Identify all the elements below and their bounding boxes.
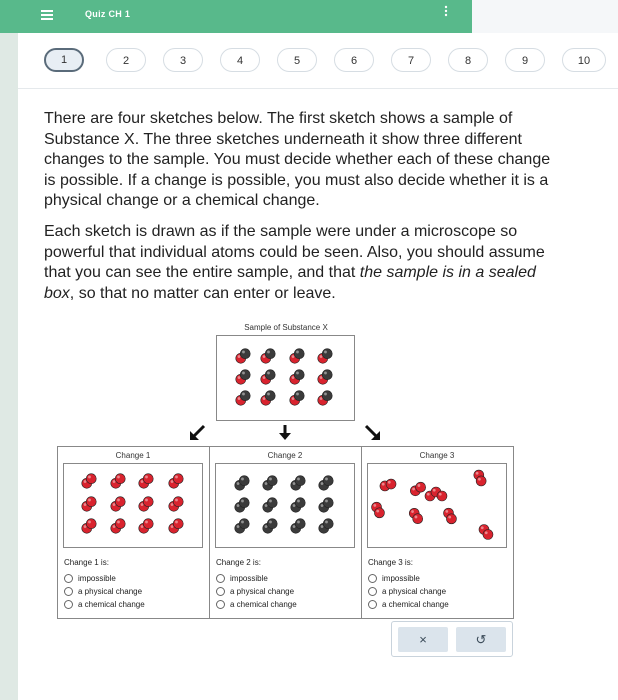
question-button-6[interactable]: 6: [334, 48, 374, 72]
hamburger-icon[interactable]: [40, 8, 56, 24]
text-span: that you can see the entire sample, and that: [44, 264, 360, 282]
sample-caption: Sample of Substance X: [244, 323, 328, 332]
atom: [265, 349, 275, 359]
atom-highlight: [476, 472, 479, 475]
atom-highlight: [292, 376, 295, 379]
atom-highlight: [238, 397, 241, 400]
atom-highlight: [242, 393, 245, 396]
text-line: There are four sketches below. The first sketch shows a sample of: [44, 110, 513, 127]
atom-highlight: [325, 478, 328, 481]
atom-highlight: [237, 525, 240, 528]
atom-highlight: [84, 525, 87, 528]
atom-highlight: [113, 503, 116, 506]
atom: [413, 514, 423, 524]
atom-highlight: [320, 397, 323, 400]
change-2-sketch-box: [215, 463, 355, 548]
atom-highlight: [297, 478, 300, 481]
atom-highlight: [296, 372, 299, 375]
atom: [323, 519, 333, 529]
change-2-option-chemical[interactable]: [216, 598, 297, 611]
atom: [143, 519, 153, 529]
atom-highlight: [237, 482, 240, 485]
atom: [265, 370, 275, 380]
atom: [295, 519, 305, 529]
change-3-atoms: [368, 464, 506, 547]
change-3-option-physical[interactable]: [368, 585, 449, 598]
atom-highlight: [417, 484, 420, 487]
atom-highlight: [269, 500, 272, 503]
radio-button[interactable]: [216, 574, 225, 583]
atom-highlight: [320, 355, 323, 358]
atom-highlight: [267, 351, 270, 354]
atom-highlight: [388, 481, 391, 484]
atom-highlight: [171, 525, 174, 528]
atom-highlight: [411, 510, 414, 513]
atom-highlight: [439, 493, 442, 496]
atom-highlight: [293, 525, 296, 528]
atom: [295, 476, 305, 486]
atom-highlight: [242, 351, 245, 354]
atom: [322, 391, 332, 401]
atom: [143, 497, 153, 507]
option-label: a chemical change: [382, 600, 449, 609]
atom: [267, 476, 277, 486]
atom-highlight: [320, 376, 323, 379]
text-line: Each sketch is drawn as if the sample were under a microscope so: [44, 223, 518, 240]
atom: [173, 474, 183, 484]
atom: [416, 482, 426, 492]
change-2-atoms: [216, 464, 354, 547]
atom-highlight: [325, 521, 328, 524]
atom-highlight: [84, 480, 87, 483]
atom: [295, 498, 305, 508]
atom-highlight: [485, 531, 488, 534]
atom-highlight: [293, 482, 296, 485]
atom: [294, 349, 304, 359]
atom-highlight: [292, 355, 295, 358]
atom-highlight: [321, 504, 324, 507]
question-button-9[interactable]: 9: [505, 48, 545, 72]
atom: [239, 476, 249, 486]
atom: [323, 498, 333, 508]
question-button-2[interactable]: 2: [106, 48, 146, 72]
atom-highlight: [433, 489, 436, 492]
atom-highlight: [297, 521, 300, 524]
atom-highlight: [269, 478, 272, 481]
kebab-icon[interactable]: [443, 4, 449, 20]
text-line: changes to the sample. You must decide whether each of these change: [44, 151, 551, 169]
atom-highlight: [481, 526, 484, 529]
close-icon: ×: [419, 632, 427, 647]
change-1-option-physical[interactable]: [64, 585, 145, 598]
change-3-options: [368, 558, 449, 611]
radio-button[interactable]: [368, 574, 377, 583]
atom-highlight: [238, 376, 241, 379]
atom: [115, 474, 125, 484]
atom-highlight: [117, 499, 120, 502]
atom-highlight: [296, 351, 299, 354]
option-label: a physical change: [230, 587, 295, 596]
atom-highlight: [269, 521, 272, 524]
change-1-sketch-box: [63, 463, 203, 548]
change-2-options: [216, 558, 297, 611]
change-3-caption: Change 3: [419, 451, 455, 460]
atom-highlight: [241, 478, 244, 481]
text-line: powerful that individual atoms could be seen. Also, you should assume: [44, 243, 545, 261]
radio-button[interactable]: [216, 600, 225, 609]
atom: [240, 349, 250, 359]
atom-highlight: [238, 355, 241, 358]
italic-text: the sample is in a sealed: [359, 264, 536, 282]
option-label: a chemical change: [78, 600, 145, 609]
change-2-option-impossible[interactable]: [216, 572, 297, 585]
option-label: impossible: [382, 574, 420, 583]
radio-button[interactable]: [368, 587, 377, 596]
clear-button[interactable]: [398, 627, 448, 652]
atom: [239, 498, 249, 508]
atom-highlight: [324, 351, 327, 354]
atom: [294, 370, 304, 380]
option-label: impossible: [78, 574, 116, 583]
atom: [267, 498, 277, 508]
atom-highlight: [321, 482, 324, 485]
atom: [483, 530, 493, 540]
atom-highlight: [145, 521, 148, 524]
arrow-down-icon: [277, 424, 293, 442]
atom-highlight: [263, 397, 266, 400]
undo-button[interactable]: [456, 627, 506, 652]
atom: [240, 391, 250, 401]
atom-highlight: [117, 521, 120, 524]
atom-highlight: [171, 503, 174, 506]
change-3-option-impossible[interactable]: [368, 572, 449, 585]
atom-highlight: [448, 516, 451, 519]
atom: [86, 497, 96, 507]
atom-highlight: [265, 525, 268, 528]
radio-button[interactable]: [368, 600, 377, 609]
atom-highlight: [145, 499, 148, 502]
atom: [294, 391, 304, 401]
text-span: , so that no matter can enter or leave.: [69, 284, 336, 302]
atom: [267, 519, 277, 529]
atom: [240, 370, 250, 380]
atom: [115, 497, 125, 507]
atom-highlight: [478, 478, 481, 481]
change-1-prompt: Change 1 is:: [64, 558, 109, 567]
atom-highlight: [171, 480, 174, 483]
atom: [446, 514, 456, 524]
text-line: is possible. If a change is possible, you must also decide whether it is a: [44, 171, 549, 189]
atom-highlight: [325, 500, 328, 503]
atom-highlight: [415, 516, 418, 519]
atom-highlight: [445, 510, 448, 513]
question-button-3[interactable]: 3: [163, 48, 203, 72]
atom: [322, 370, 332, 380]
sample-atoms: [217, 336, 354, 420]
option-label: a chemical change: [230, 600, 297, 609]
atom: [322, 349, 332, 359]
change-3-option-chemical[interactable]: [368, 598, 449, 611]
text-line: Substance X. The three sketches underneath it show three different: [44, 130, 522, 148]
atom: [86, 519, 96, 529]
nav-divider: [18, 88, 618, 89]
quiz-title: Quiz CH 1: [85, 9, 131, 19]
change-1-option-impossible[interactable]: [64, 572, 145, 585]
atom-highlight: [296, 393, 299, 396]
atom: [323, 476, 333, 486]
panel-divider: [209, 446, 210, 619]
atom-highlight: [117, 476, 120, 479]
atom-highlight: [84, 503, 87, 506]
atom-highlight: [141, 480, 144, 483]
question-button-1[interactable]: 1: [44, 48, 84, 72]
atom-highlight: [242, 372, 245, 375]
atom-highlight: [88, 476, 91, 479]
atom-highlight: [292, 397, 295, 400]
atom: [437, 491, 447, 501]
sample-sketch-box: [216, 335, 355, 421]
change-1-option-chemical[interactable]: [64, 598, 145, 611]
atom-highlight: [113, 525, 116, 528]
atom-highlight: [297, 500, 300, 503]
atom-highlight: [267, 372, 270, 375]
atom-highlight: [113, 480, 116, 483]
change-3-prompt: Change 3 is:: [368, 558, 413, 567]
option-label: impossible: [230, 574, 268, 583]
quiz-header: [0, 0, 472, 33]
arrow-down-right-icon: [362, 424, 382, 442]
change-1-options: [64, 558, 145, 611]
atom-highlight: [237, 504, 240, 507]
question-navigation: [0, 48, 618, 74]
instructions-paragraph-2: [44, 222, 614, 304]
atom-highlight: [263, 355, 266, 358]
atom-highlight: [265, 504, 268, 507]
atom-highlight: [241, 521, 244, 524]
left-sidebar-strip: [0, 0, 18, 700]
atom: [476, 476, 486, 486]
instructions-paragraph-1: [44, 109, 614, 212]
atom-highlight: [175, 499, 178, 502]
arrow-down-left-icon: [188, 424, 208, 442]
atom-highlight: [175, 476, 178, 479]
option-label: a physical change: [382, 587, 447, 596]
atom-highlight: [265, 482, 268, 485]
atom-highlight: [241, 500, 244, 503]
atom: [265, 391, 275, 401]
atom-highlight: [373, 504, 376, 507]
atom-highlight: [141, 503, 144, 506]
atom-highlight: [293, 504, 296, 507]
atom-highlight: [263, 376, 266, 379]
radio-button[interactable]: [216, 587, 225, 596]
answer-action-bar: [391, 621, 513, 657]
atom-highlight: [88, 499, 91, 502]
text-line: [44, 284, 614, 305]
change-1-caption: Change 1: [115, 451, 151, 460]
question-button-10[interactable]: 10: [562, 48, 606, 72]
atom-highlight: [324, 393, 327, 396]
atom-highlight: [324, 372, 327, 375]
undo-icon: ↺: [475, 632, 487, 647]
change-3-sketch-box: [367, 463, 507, 548]
radio-button[interactable]: [64, 587, 73, 596]
change-2-caption: Change 2: [267, 451, 303, 460]
atom-highlight: [321, 525, 324, 528]
atom: [115, 519, 125, 529]
atom-highlight: [88, 521, 91, 524]
change-2-prompt: Change 2 is:: [216, 558, 261, 567]
question-button-5[interactable]: 5: [277, 48, 317, 72]
question-button-7[interactable]: 7: [391, 48, 431, 72]
italic-text: box: [44, 284, 70, 302]
atom-highlight: [376, 510, 379, 513]
atom-highlight: [175, 521, 178, 524]
text-line: physical change or a chemical change.: [44, 192, 320, 210]
atom-highlight: [412, 488, 415, 491]
atom-highlight: [145, 476, 148, 479]
atom: [374, 508, 384, 518]
atom: [143, 474, 153, 484]
option-label: a physical change: [78, 587, 143, 596]
atom: [239, 519, 249, 529]
atom-highlight: [141, 525, 144, 528]
atom: [86, 474, 96, 484]
atom-highlight: [267, 393, 270, 396]
atom: [173, 497, 183, 507]
question-button-4[interactable]: 4: [220, 48, 260, 72]
radio-button[interactable]: [64, 574, 73, 583]
question-button-8[interactable]: 8: [448, 48, 488, 72]
atom-highlight: [427, 493, 430, 496]
change-1-atoms: [64, 464, 202, 547]
change-2-option-physical[interactable]: [216, 585, 297, 598]
atom: [173, 519, 183, 529]
radio-button[interactable]: [64, 600, 73, 609]
panel-divider: [361, 446, 362, 619]
atom: [386, 479, 396, 489]
atom-highlight: [382, 483, 385, 486]
text-line: [44, 263, 614, 284]
